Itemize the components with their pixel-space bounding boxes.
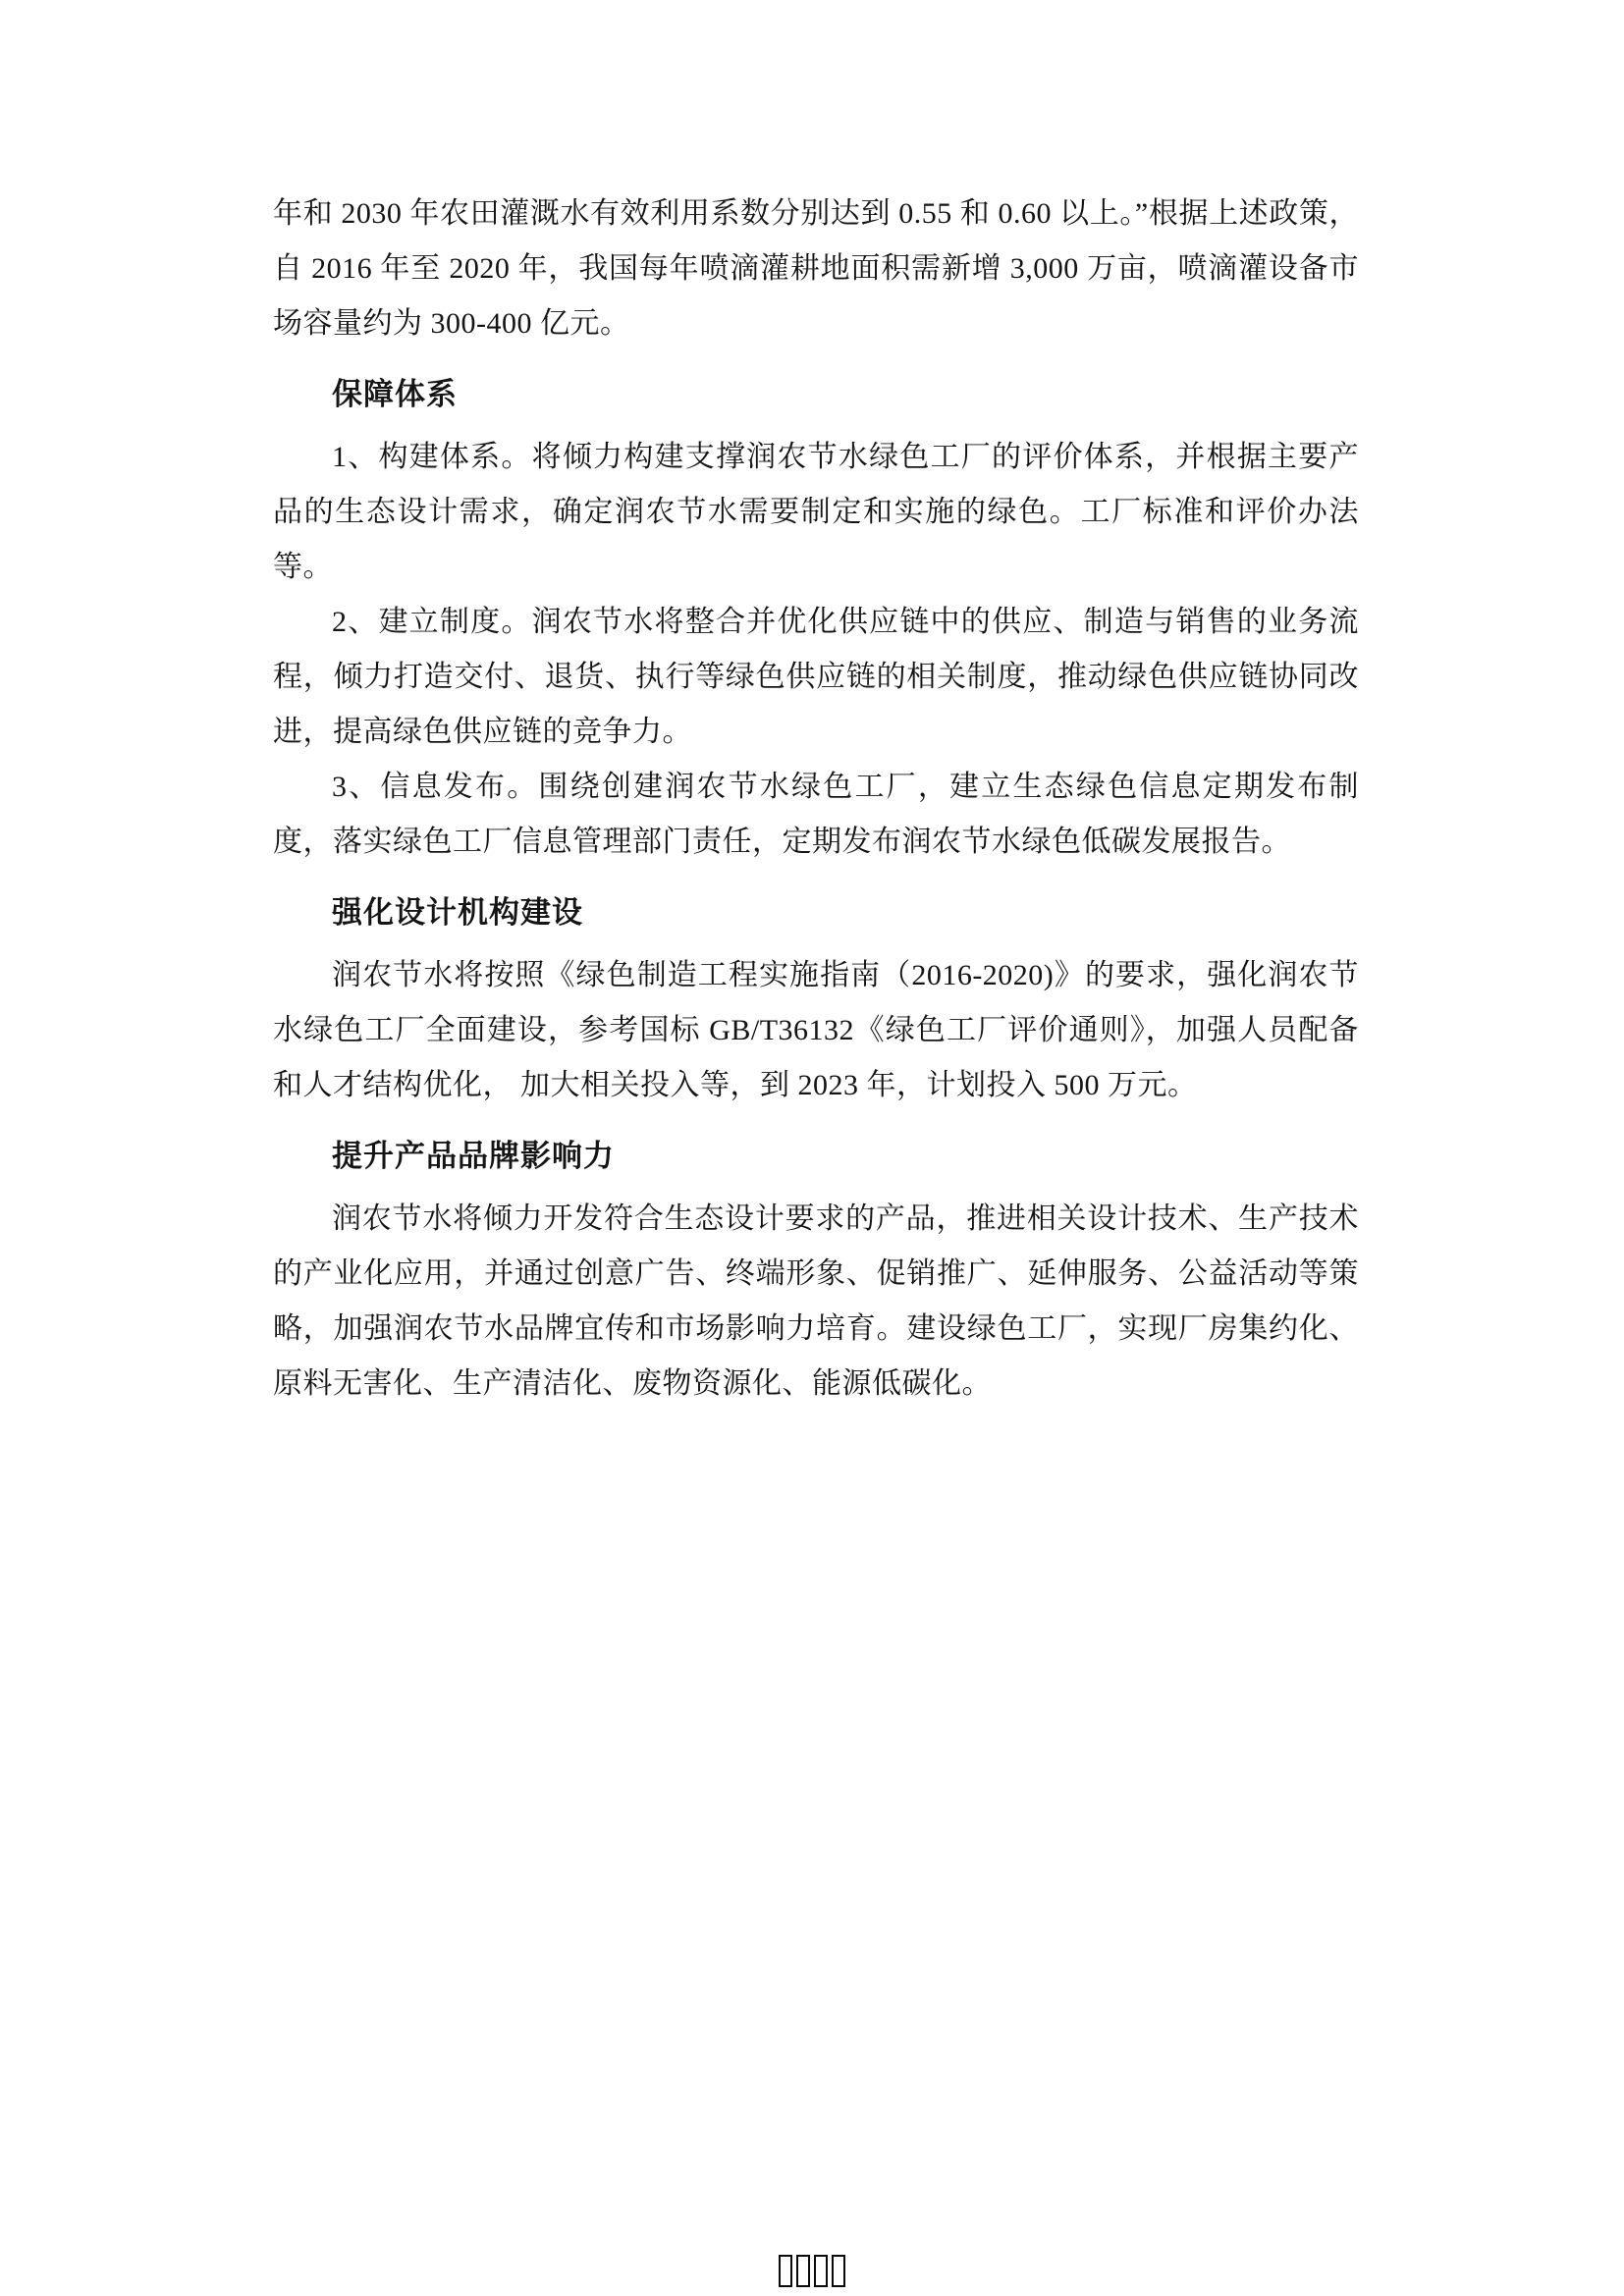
section-heading-brand-influence: 提升产品品牌影响力 [332,1139,615,1173]
missing-glyph-box [814,2255,828,2287]
section-heading-design-institution: 强化设计机构建设 [332,895,583,930]
missing-glyph-box [832,2255,845,2287]
missing-glyph-box [779,2255,792,2287]
intro-paragraph: 年和 2030 年农田灌溉水有效利用系数分别达到 0.55 和 0.60 以上。”根据上述政策，自 2016 年至 2020 年，我国每年喷滴灌耕地面积需新增 3,000 万亩，喷滴灌设备市场容量约为 300-400 亿元。 [273,197,1359,340]
design-institution-paragraph: 润农节水将按照《绿色制造工程实施指南（2016-2020)》的要求，强化润农节水绿色工厂全面建设，参考国标 GB/T36132《绿色工厂评价通则》，加强人员配备和人才结构优化， 加大相关投入等，到 2023 年，计划投入 500 万元。 [273,959,1359,1101]
brand-influence-paragraph: 润农节水将倾力开发符合生态设计要求的产品，推进相关设计技术、生产技术的产业化应用，并通过创意广告、终端形象、促销推广、延伸服务、公益活动等策略，加强润农节水品牌宜传和市场影响力培育。建设绿色工厂，实现厂房集约化、原料无害化、生产清洁化、废物资源化、能源低碳化。 [273,1202,1359,1400]
missing-glyph-box [796,2255,810,2287]
document-content [273,187,1359,1412]
support-system-item-1: 1、构建体系。将倾力构建支撑润农节水绿色工厂的评价体系，并根据主要产品的生态设计需求，确定润农节水需要制定和实施的绿色。工厂标准和评价办法等。 [273,441,1359,583]
support-system-item-3: 3、信息发布。围绕创建润农节水绿色工厂，建立生态绿色信息定期发布制度，落实绿色工厂信息管理部门责任，定期发布润农节水绿色低碳发展报告。 [273,771,1359,858]
page-footer [0,2255,1624,2287]
section-heading-support-system: 保障体系 [332,377,458,411]
support-system-item-2: 2、建立制度。润农节水将整合并优化供应链中的供应、制造与销售的业务流程，倾力打造交付、退货、执行等绿色供应链的相关制度，推动绿色供应链协同改进，提高绿色供应链的竞争力。 [273,606,1359,748]
